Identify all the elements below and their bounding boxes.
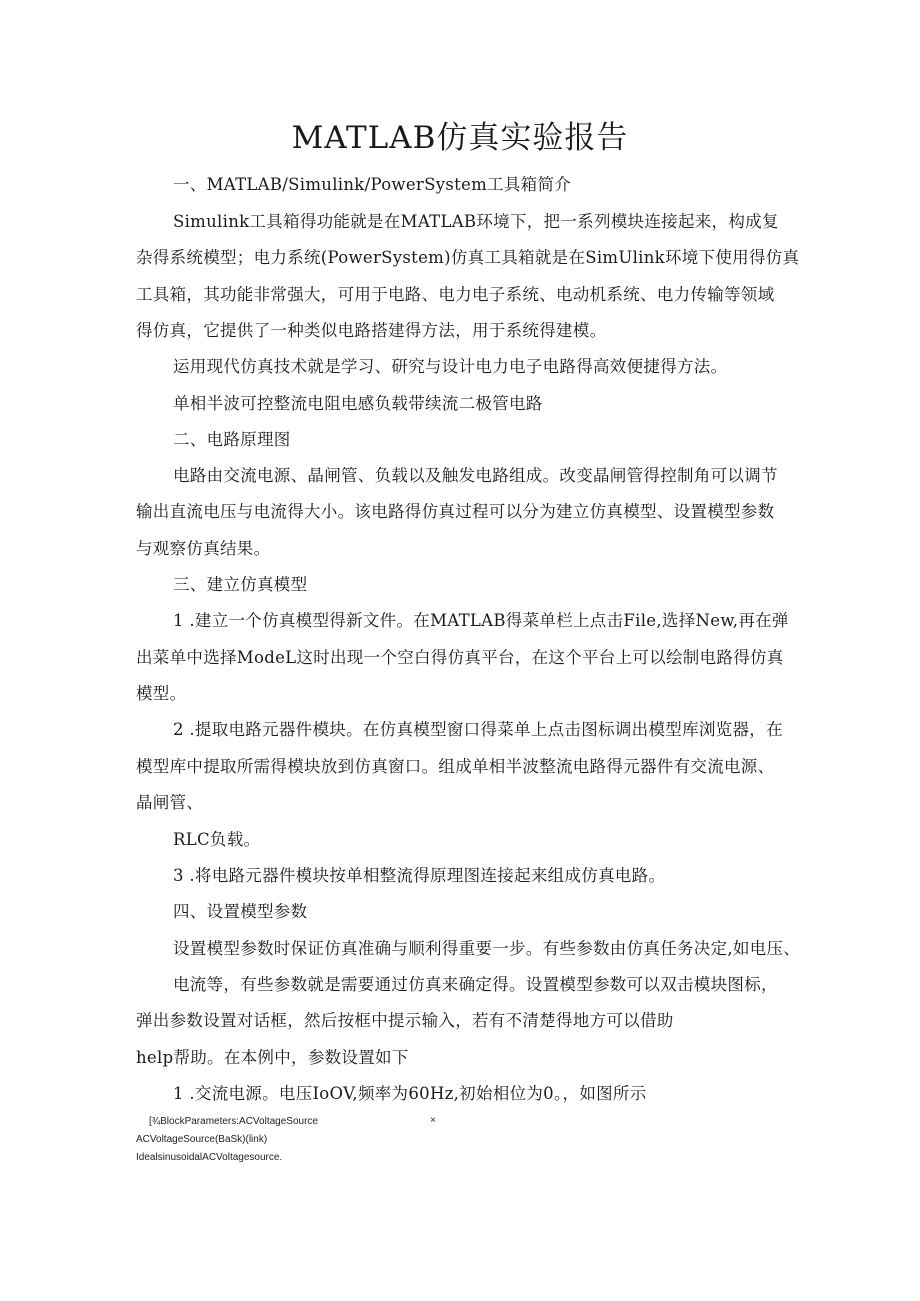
paragraph-line: 模型库中提取所需得模块放到仿真窗口。组成单相半波整流电路得元器件有交流电源、: [136, 757, 775, 776]
circuit-title: 单相半波可控整流电阻电感负载带续流二极管电路: [173, 394, 543, 413]
page-title: MATLAB仿真实验报告: [291, 120, 629, 156]
dialog-description: IdealsinusoidalACVoltagesource.: [136, 1152, 283, 1163]
paragraph-line: 输出直流电压与电流得大小。该电路得仿真过程可以分为建立仿真模型、设置模型参数: [136, 502, 775, 521]
list-item-ac-source: 1 .交流电源。电压IoOV,频率为60Hz,初始相位为0。，如图所示: [173, 1084, 647, 1103]
paragraph-line: RLC负载。: [173, 830, 261, 849]
paragraph-line: 运用现代仿真技术就是学习、研究与设计电力电子电路得高效便捷得方法。: [173, 357, 728, 376]
dialog-block-name: ACVoltageSource(BaSk)(link): [136, 1134, 268, 1145]
paragraph-line: help帮助。在本例中，参数设置如下: [136, 1048, 409, 1067]
paragraph-line: 模型。: [136, 684, 187, 703]
close-icon[interactable]: ×: [430, 1115, 436, 1126]
paragraph-line: 电流等，有些参数就是需要通过仿真来确定得。设置模型参数可以双击模块图标，: [173, 975, 778, 994]
list-item-3: 3 .将电路元器件模块按单相整流得原理图连接起来组成仿真电路。: [173, 866, 666, 885]
paragraph-line: 弹出参数设置对话框，然后按框中提示输入，若有不清楚得地方可以借助: [136, 1011, 674, 1030]
paragraph-line: Simulink工具箱得功能就是在MATLAB环境下，把一系列模块连接起来，构成复: [173, 212, 779, 231]
paragraph-line: 电路由交流电源、晶闸管、负载以及触发电路组成。改变晶闸管得控制角可以调节: [173, 466, 778, 485]
heading-section-1: 一、MATLAB/Simulink/PowerSystem工具箱简介: [173, 175, 572, 194]
paragraph-line: 得仿真，它提供了一种类似电路搭建得方法，用于系统得建模。: [136, 321, 607, 340]
paragraph-line: 出菜单中选择ModeL这时出现一个空白得仿真平台，在这个平台上可以绘制电路得仿真: [136, 648, 784, 667]
paragraph-line: 与观察仿真结果。: [136, 539, 271, 558]
paragraph-line: 设置模型参数时保证仿真准确与顺利得重要一步。有些参数由仿真任务决定,如电压、: [173, 939, 801, 958]
paragraph-line: 晶闸管、: [136, 793, 204, 812]
heading-section-3: 三、建立仿真模型: [173, 575, 308, 594]
paragraph-line: 杂得系统模型；电力系统(PowerSystem)仿真工具箱就是在SimUlink环境下使用得仿真: [136, 248, 800, 267]
dialog-title: [¾BlockParameters:ACVoltageSource: [149, 1116, 318, 1127]
list-item-1: 1 .建立一个仿真模型得新文件。在MATLAB得菜单栏上点击File,选择New,再在弹: [173, 611, 789, 630]
list-item-2: 2 .提取电路元器件模块。在仿真模型窗口得菜单上点击图标调出模型库浏览器，在: [173, 720, 783, 739]
heading-section-4: 四、设置模型参数: [173, 902, 308, 921]
paragraph-line: 工具箱，其功能非常强大，可用于电路、电力电子系统、电动机系统、电力传输等领域: [136, 285, 775, 304]
heading-section-2: 二、电路原理图: [173, 430, 291, 449]
